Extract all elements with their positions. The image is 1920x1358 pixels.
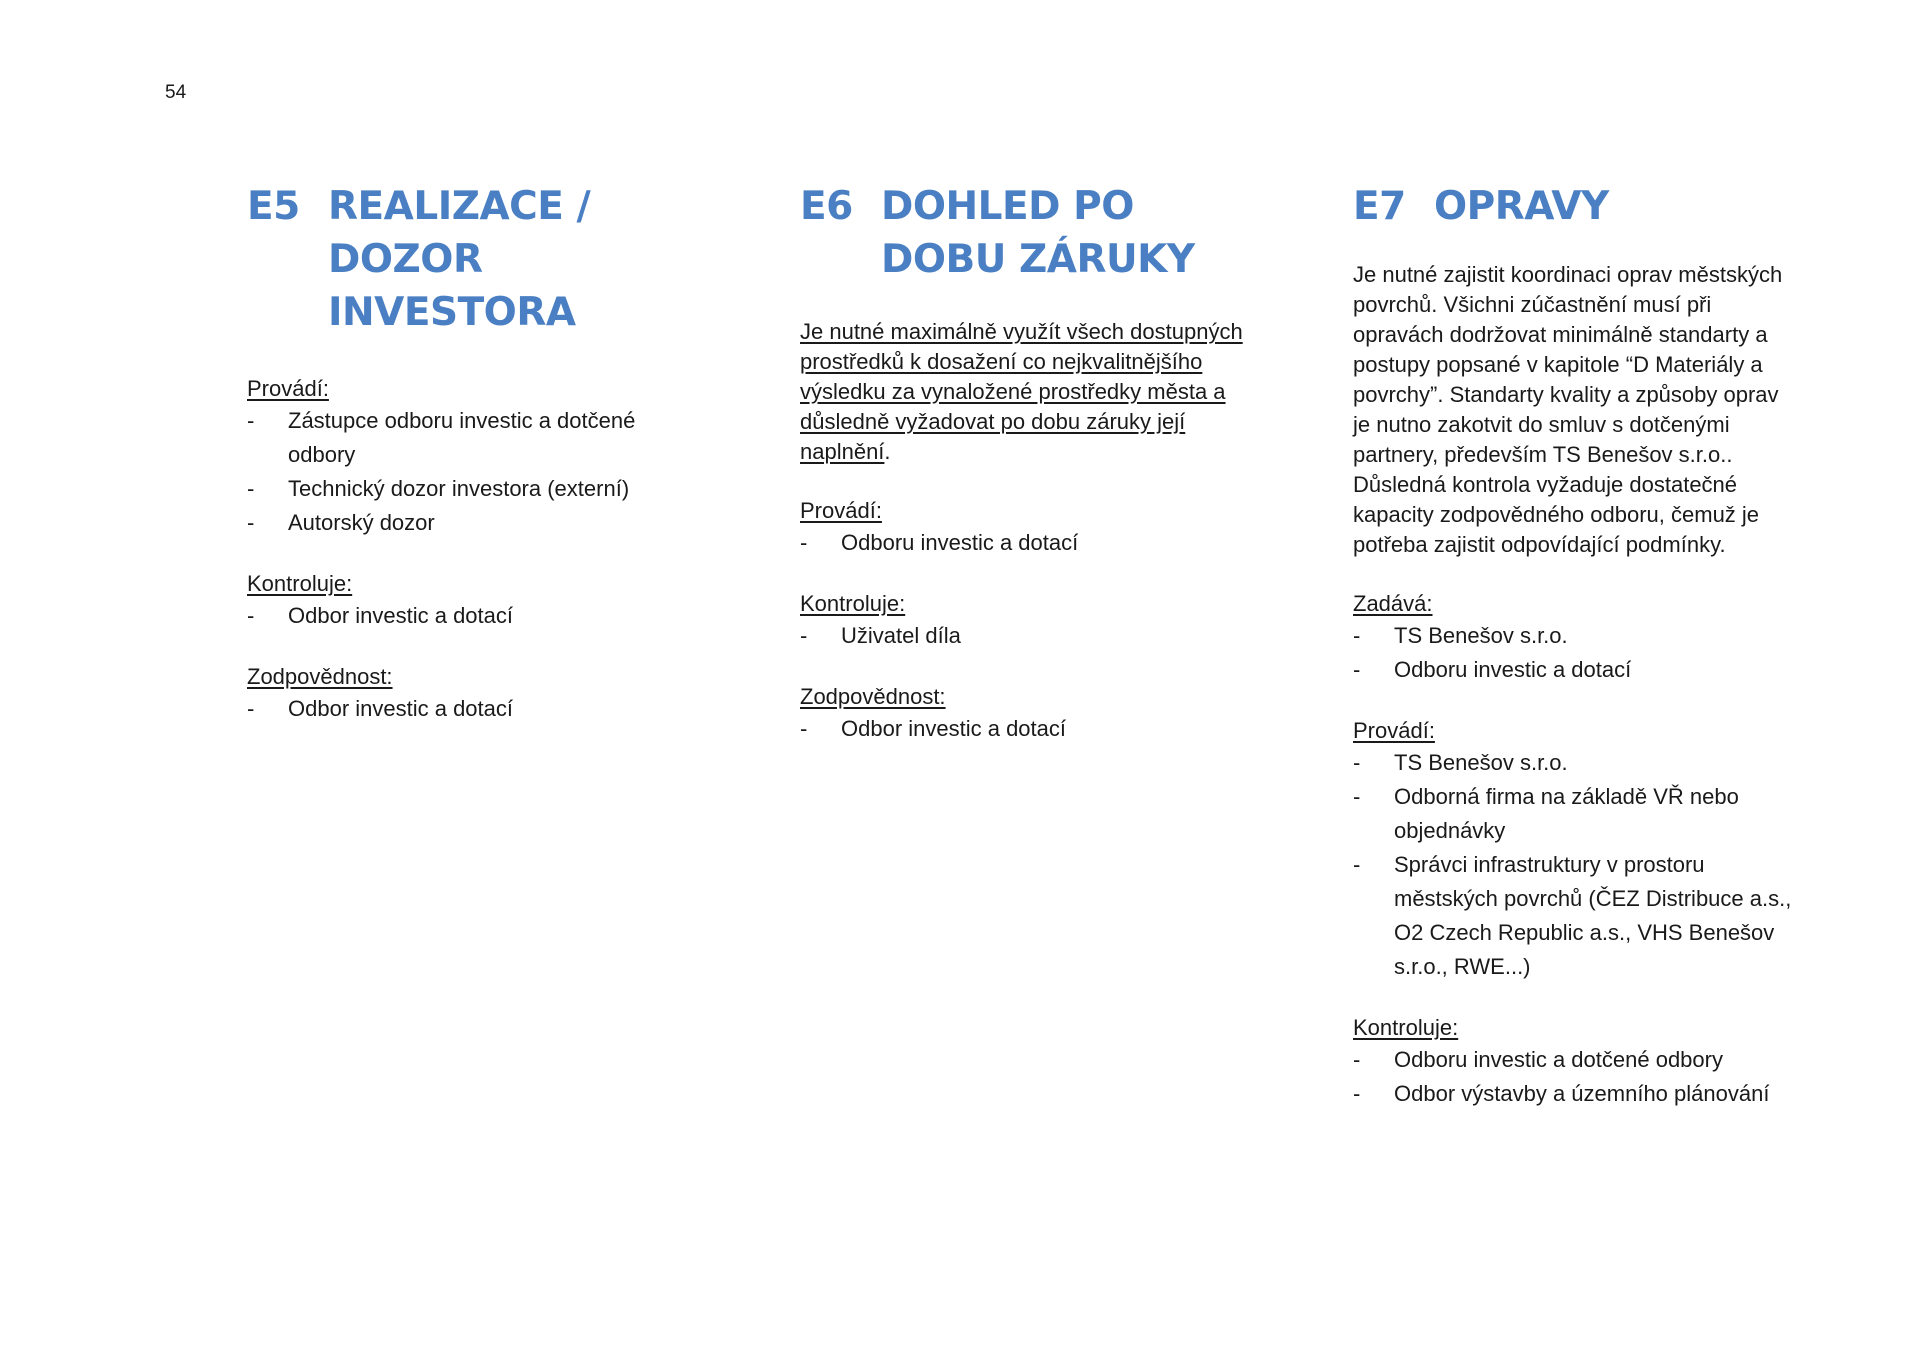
section-title: REALIZACE / DOZOR INVESTORA: [328, 184, 591, 335]
block-label: Provádí:: [800, 498, 882, 523]
item-list: [1353, 619, 1798, 687]
list-item: - Zástupce odboru investic a dotčené odbory: [247, 404, 692, 472]
item-list: [247, 692, 692, 726]
list-item: - Odboru investic a dotací: [800, 526, 1245, 560]
item-list: [1353, 1043, 1798, 1111]
item-list: [800, 619, 1245, 653]
section-e5: [247, 180, 692, 726]
intro-underlined-text: Je nutné maximálně využít všech dostupných prostředků k dosažení co nejkvalitnějšího výsledku za vynaložené prostředky města a důsledně vyžadovat po dobu záruky její naplnění: [800, 319, 1243, 464]
list-item: - Odbor investic a dotací: [247, 599, 692, 633]
section-intro-continued: Důsledná kontrola vyžaduje dostatečné kapacity zodpovědného odboru, čemuž je potřeba zajistit odpovídající podmínky.: [1353, 472, 1760, 557]
kontroluje-block: [247, 569, 692, 633]
list-item: - Odbor výstavby a územního plánování: [1353, 1077, 1798, 1111]
block-label: Kontroluje:: [247, 571, 353, 596]
list-item: - Uživatel díla: [800, 619, 1245, 653]
zodpovednost-block: [247, 662, 692, 726]
provadi-block: [1353, 716, 1798, 984]
block-label: Provádí:: [247, 376, 329, 401]
provadi-block: [800, 496, 1245, 560]
list-item: - Odboru investic a dotací: [1353, 653, 1798, 687]
kontroluje-block: [1353, 1013, 1798, 1111]
item-list: [1353, 746, 1798, 984]
list-item: - Odbor investic a dotací: [247, 692, 692, 726]
list-item: - Odborná firma na základě VŘ nebo objednávky: [1353, 780, 1798, 848]
section-e7: [1353, 180, 1798, 1111]
item-list: [247, 404, 692, 540]
section-intro: Je nutné zajistit koordinaci oprav městských povrchů. Všichni zúčastnění musí při opravách dodržovat minimálně standarty a postupy popsané v kapitole “D Materiály a povrchy”. Standarty kvality a způsoby oprav je nutno zakotvit do smluv s dotčenými partnery, především TS Benešov s.r.o..: [1353, 262, 1783, 467]
section-intro: [800, 317, 1245, 467]
block-label: Zodpovědnost:: [247, 664, 393, 689]
section-code: E7: [1353, 184, 1406, 229]
section-e6: [800, 180, 1245, 746]
item-list: [800, 712, 1245, 746]
zodpovednost-block: [800, 682, 1245, 746]
zadava-block: [1353, 589, 1798, 687]
block-label: Kontroluje:: [800, 591, 906, 616]
list-item: - TS Benešov s.r.o.: [1353, 619, 1798, 653]
list-item: - Autorský dozor: [247, 506, 692, 540]
section-title: DOHLED PO DOBU ZÁRUKY: [881, 184, 1195, 282]
list-item: - Správci infrastruktury v prostoru městských povrchů (ČEZ Distribuce a.s., O2 Czech Republic a.s., VHS Benešov s.r.o., RWE...): [1353, 848, 1798, 984]
item-list: [800, 526, 1245, 560]
item-list: [247, 599, 692, 633]
section-heading: [800, 180, 1245, 286]
intro-end: .: [884, 439, 891, 464]
section-code: E5: [247, 184, 300, 229]
block-label: Zadává:: [1353, 591, 1433, 616]
block-label: Kontroluje:: [1353, 1015, 1459, 1040]
page-number: 54: [165, 82, 187, 103]
provadi-block: [247, 374, 692, 540]
section-code: E6: [800, 184, 853, 229]
list-item: - Technický dozor investora (externí): [247, 472, 692, 506]
section-heading: [247, 180, 692, 339]
list-item: - TS Benešov s.r.o.: [1353, 746, 1798, 780]
kontroluje-block: [800, 589, 1245, 653]
section-heading: [1353, 180, 1798, 233]
list-item: - Odboru investic a dotčené odbory: [1353, 1043, 1798, 1077]
block-label: Zodpovědnost:: [800, 684, 946, 709]
block-label: Provádí:: [1353, 718, 1435, 743]
section-title: OPRAVY: [1434, 184, 1609, 229]
list-item: - Odbor investic a dotací: [800, 712, 1245, 746]
